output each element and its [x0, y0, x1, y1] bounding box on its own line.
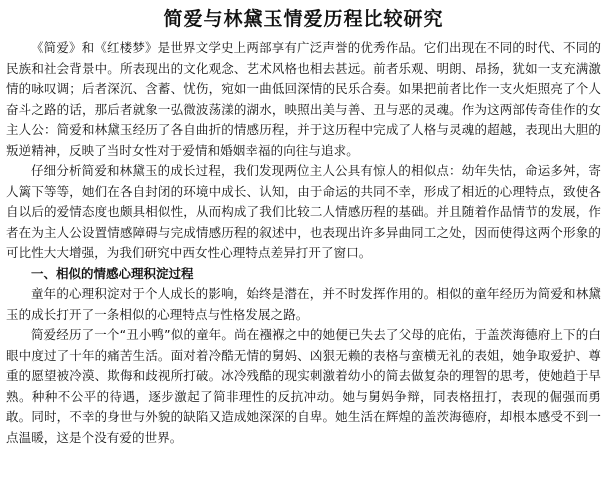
- section-heading: 一、相似的情感心理积淀过程: [31, 265, 194, 281]
- document-title: 简爱与林黛玉情爱历程比较研究: [163, 8, 444, 30]
- body-paragraph: 《简爱》和《红楼梦》是世界文学史上两部享有广泛声誉的优秀作品。它们出现在不同的时代、不同的民族和社会背景中。所表现出的文化观念、艺术风格也相去甚远。前者乐观、明朗、昂扬，犹如一支充满激情的咏叹调；后者深沉、含蓄、忧伤，宛如一曲低回深情的民乐合奏。如果把前者比作一支火炬照亮了个人奋斗之路的话，那后者就象一弘微波荡漾的湖水，映照出美与善、丑与恶的灵魂。作为这两部传奇佳作的女主人公：简爱和林黛玉经历了各自曲折的情感历程，并于这历程中完成了人格与灵魂的超越，表现出大胆的叛逆精神，反映了当时女性对于爱情和婚姻幸福的向往与追求。: [6, 40, 601, 158]
- body-paragraph: 童年的心理积淀对于个人成长的影响，始终是潜在，并不时发挥作用的。相似的童年经历为简爱和林黛玉的成长打开了一条相似的心理特点与性格发展之路。: [6, 286, 601, 322]
- body-paragraph: 简爱经历了一个“丑小鸭”似的童年。尚在襁褓之中的她便已失去了父母的庇佑，于盖茨海德府上下的白眼中度过了十年的痛苦生活。面对着冷酷无情的舅妈、凶狠无赖的表格与蛮横无礼的表姐，她争取爱护、尊重的愿望被冷漠、欺侮和歧视所打破。冰冷残酷的现实刺激着幼小的简去做复杂的理智的思考，使她趋于早熟。种种不公平的待遇，逐步激起了简非理性的反抗冲动。她与舅妈争辩，同表格扭打，表现的倔强而勇敢。同时，不幸的身世与外貌的缺陷又造成她深深的自卑。她生活在辉煌的盖茨海德府，却根本感受不到一点温暖，这是个没有爱的世界。: [6, 327, 601, 445]
- body-paragraph: 仔细分析简爱和林黛玉的成长过程，我们发现两位主人公具有惊人的相似点：幼年失怙，命运多舛，寄人篱下等等，她们在各自封闭的环境中成长、认知，由于命运的共同不幸，形成了相近的心理特点，致使各自以后的爱情态度也颇具相似性，从而构成了我们比较二人情感历程的基础。并且随着作品情节的发展，作者在为主人公设置情感障碍与完成情感历程的叙述中，也表现出许多异曲同工之处，因而使得这两个形象的可比性大大增强，为我们研究中西女性心理特点差异打开了窗口。: [6, 163, 601, 260]
